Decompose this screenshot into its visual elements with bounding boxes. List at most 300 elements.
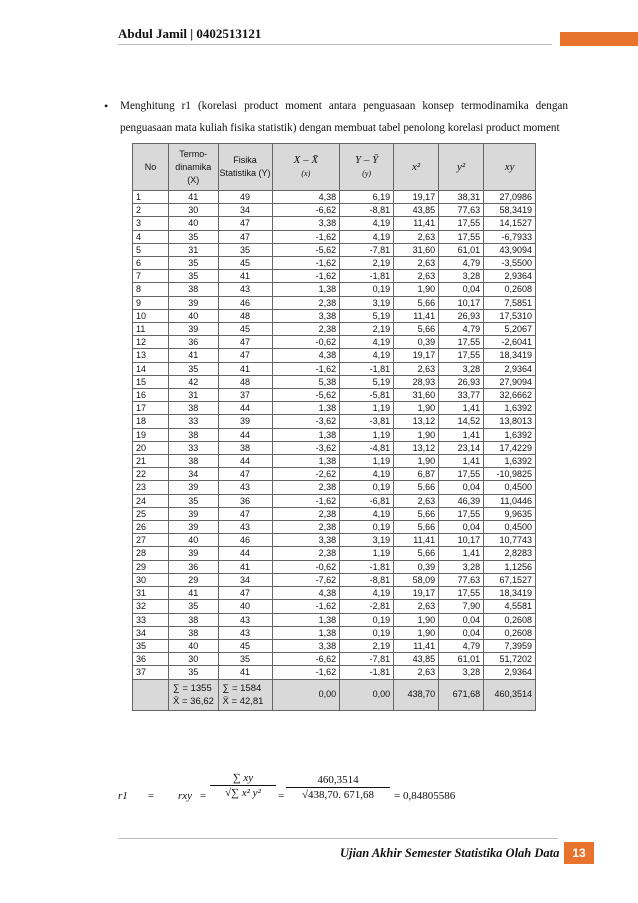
cell-y: 40	[218, 600, 272, 613]
header-dx	[272, 144, 340, 191]
cell-y: 48	[218, 309, 272, 322]
cell-xy: 2,9364	[484, 362, 536, 375]
footer-mean-x: X̄ = 36,62	[173, 695, 214, 707]
intro-paragraph: Menghitung r1 (korelasi product moment antara penguasaan konsep termodinamika dengan penguasaan mata kuliah fisika statistik) dengan membuat tabel penolong korelasi product moment	[120, 100, 568, 134]
cell-dx: -1,62	[272, 494, 340, 507]
cell-dx: 3,38	[272, 534, 340, 547]
cell-xy: 1,1256	[484, 560, 536, 573]
cell-x: 34	[169, 468, 219, 481]
cell-dy: -1,81	[340, 362, 394, 375]
cell-x: 31	[169, 243, 219, 256]
table-row	[133, 230, 536, 243]
header-no: No	[133, 144, 169, 191]
cell-y: 41	[218, 666, 272, 679]
cell-x: 41	[169, 587, 219, 600]
cell-y2: 17,55	[439, 507, 484, 520]
cell-y: 47	[218, 587, 272, 600]
footer-no-spacer	[133, 679, 169, 710]
cell-y: 49	[218, 191, 272, 204]
cell-dy: 1,19	[340, 428, 394, 441]
footer-dy: 0,00	[340, 679, 394, 710]
cell-no: 10	[133, 309, 169, 322]
cell-y: 35	[218, 243, 272, 256]
cell-xy: 1,6392	[484, 402, 536, 415]
table-row	[133, 389, 536, 402]
header-xy: xy	[484, 144, 536, 191]
cell-dy: 4,19	[340, 336, 394, 349]
cell-dy: -4,81	[340, 441, 394, 454]
formula-rxy: rxy	[178, 790, 193, 802]
cell-dy: 0,19	[340, 521, 394, 534]
cell-no: 19	[133, 428, 169, 441]
cell-dx: -0,62	[272, 560, 340, 573]
table-row	[133, 349, 536, 362]
cell-no: 6	[133, 257, 169, 270]
cell-dx: -0,62	[272, 336, 340, 349]
cell-x2: 11,41	[394, 309, 439, 322]
cell-no: 17	[133, 402, 169, 415]
cell-dy: -7,81	[340, 243, 394, 256]
cell-no: 11	[133, 323, 169, 336]
cell-dy: -2,81	[340, 600, 394, 613]
cell-y2: 77,63	[439, 573, 484, 586]
formula-numeric-denominator: √438,70. 671,68	[301, 789, 375, 801]
table-row	[133, 573, 536, 586]
cell-no: 1	[133, 191, 169, 204]
cell-xy: -3,5500	[484, 257, 536, 270]
cell-x: 40	[169, 217, 219, 230]
cell-dy: 2,19	[340, 639, 394, 652]
cell-dy: 4,19	[340, 217, 394, 230]
cell-x: 40	[169, 639, 219, 652]
table-row	[133, 613, 536, 626]
cell-y2: 0,04	[439, 613, 484, 626]
cell-x2: 11,41	[394, 639, 439, 652]
cell-dy: 1,19	[340, 402, 394, 415]
cell-x: 39	[169, 507, 219, 520]
cell-x: 39	[169, 296, 219, 309]
cell-x: 30	[169, 653, 219, 666]
table-row	[133, 534, 536, 547]
cell-dy: -1,81	[340, 560, 394, 573]
cell-dx: 3,38	[272, 309, 340, 322]
cell-x2: 0,39	[394, 560, 439, 573]
cell-dy: 1,19	[340, 547, 394, 560]
cell-y2: 3,28	[439, 270, 484, 283]
cell-y2: 17,55	[439, 349, 484, 362]
cell-dy: -3,81	[340, 415, 394, 428]
table-header-row	[133, 144, 536, 191]
cell-y: 34	[218, 204, 272, 217]
cell-no: 29	[133, 560, 169, 573]
cell-dx: 3,38	[272, 639, 340, 652]
cell-x: 39	[169, 481, 219, 494]
table-row	[133, 666, 536, 679]
table-row	[133, 468, 536, 481]
cell-xy: 2,9364	[484, 270, 536, 283]
cell-xy: 27,9094	[484, 375, 536, 388]
cell-y2: 61,01	[439, 653, 484, 666]
cell-x2: 43,85	[394, 204, 439, 217]
cell-y2: 0,04	[439, 481, 484, 494]
cell-y2: 77,63	[439, 204, 484, 217]
cell-x: 35	[169, 494, 219, 507]
cell-y: 48	[218, 375, 272, 388]
cell-x: 38	[169, 283, 219, 296]
cell-x2: 58,09	[394, 573, 439, 586]
formula-symbolic-fraction	[210, 772, 276, 799]
cell-dy: 3,19	[340, 296, 394, 309]
cell-dx: -1,62	[272, 257, 340, 270]
cell-y: 45	[218, 639, 272, 652]
formula-symbolic-numerator: ∑ xy	[232, 772, 254, 784]
cell-y2: 0,04	[439, 283, 484, 296]
cell-x: 42	[169, 375, 219, 388]
cell-x2: 1,90	[394, 455, 439, 468]
cell-dy: 5,19	[340, 375, 394, 388]
header-y: Fisika Statistika (Y)	[218, 144, 272, 191]
header-dy	[340, 144, 394, 191]
table-row	[133, 323, 536, 336]
cell-dx: -5,62	[272, 389, 340, 402]
cell-dx: -1,62	[272, 666, 340, 679]
formula-symbolic-bar	[210, 785, 276, 786]
cell-xy: 58,3419	[484, 204, 536, 217]
cell-x: 41	[169, 349, 219, 362]
cell-x2: 13,12	[394, 415, 439, 428]
cell-y: 43	[218, 613, 272, 626]
footer-xy: 460,3514	[484, 679, 536, 710]
cell-x2: 5,66	[394, 296, 439, 309]
header-dx-sub: (x)	[301, 169, 311, 178]
cell-y: 43	[218, 626, 272, 639]
cell-xy: 14,1527	[484, 217, 536, 230]
cell-dy: 6,19	[340, 191, 394, 204]
cell-y2: 26,93	[439, 375, 484, 388]
cell-x: 41	[169, 191, 219, 204]
cell-x: 39	[169, 521, 219, 534]
cell-xy: -2,6041	[484, 336, 536, 349]
table-row	[133, 283, 536, 296]
cell-xy: 5,2067	[484, 323, 536, 336]
cell-dx: -5,62	[272, 243, 340, 256]
cell-no: 18	[133, 415, 169, 428]
cell-y: 39	[218, 415, 272, 428]
header-y2: y²	[439, 144, 484, 191]
header-dy-sub: (y)	[362, 169, 372, 178]
cell-y: 41	[218, 560, 272, 573]
cell-x2: 2,63	[394, 362, 439, 375]
cell-dx: 2,38	[272, 323, 340, 336]
cell-x2: 0,39	[394, 336, 439, 349]
cell-xy: 0,4500	[484, 521, 536, 534]
cell-no: 16	[133, 389, 169, 402]
table-row	[133, 428, 536, 441]
cell-dx: 1,38	[272, 455, 340, 468]
cell-dy: -1,81	[340, 270, 394, 283]
cell-y: 44	[218, 547, 272, 560]
cell-y: 34	[218, 573, 272, 586]
cell-x: 33	[169, 441, 219, 454]
cell-x2: 2,63	[394, 666, 439, 679]
cell-xy: 17,5310	[484, 309, 536, 322]
cell-dy: -8,81	[340, 204, 394, 217]
cell-y2: 3,28	[439, 362, 484, 375]
cell-x: 35	[169, 257, 219, 270]
cell-y: 47	[218, 468, 272, 481]
table-row	[133, 204, 536, 217]
cell-no: 37	[133, 666, 169, 679]
cell-dy: 5,19	[340, 309, 394, 322]
cell-dx: 2,38	[272, 481, 340, 494]
cell-dy: 3,19	[340, 534, 394, 547]
cell-x2: 31,60	[394, 243, 439, 256]
cell-no: 2	[133, 204, 169, 217]
cell-x: 39	[169, 547, 219, 560]
cell-x2: 43,85	[394, 653, 439, 666]
cell-y: 46	[218, 534, 272, 547]
header-accent-block	[560, 32, 638, 46]
cell-y2: 0,04	[439, 521, 484, 534]
cell-no: 22	[133, 468, 169, 481]
cell-xy: 2,9364	[484, 666, 536, 679]
cell-dy: -1,81	[340, 666, 394, 679]
cell-dy: 4,19	[340, 349, 394, 362]
cell-no: 35	[133, 639, 169, 652]
cell-x: 39	[169, 323, 219, 336]
table-row	[133, 402, 536, 415]
cell-dy: 2,19	[340, 257, 394, 270]
cell-y2: 1,41	[439, 547, 484, 560]
cell-xy: 0,2608	[484, 626, 536, 639]
cell-x: 40	[169, 309, 219, 322]
cell-dx: 2,38	[272, 521, 340, 534]
cell-x: 36	[169, 560, 219, 573]
cell-x: 30	[169, 204, 219, 217]
cell-x: 38	[169, 626, 219, 639]
header-dy-label: Y – Ȳ	[354, 154, 379, 166]
cell-y: 43	[218, 521, 272, 534]
formula-numeric-fraction	[286, 774, 390, 801]
cell-dy: -6,81	[340, 494, 394, 507]
cell-xy: 13,8013	[484, 415, 536, 428]
cell-dx: 1,38	[272, 428, 340, 441]
cell-x2: 13,12	[394, 441, 439, 454]
table-row	[133, 587, 536, 600]
cell-y2: 3,28	[439, 666, 484, 679]
table-row	[133, 309, 536, 322]
cell-dx: 2,38	[272, 507, 340, 520]
table-row	[133, 375, 536, 388]
cell-no: 28	[133, 547, 169, 560]
cell-xy: 51,7202	[484, 653, 536, 666]
cell-y2: 26,93	[439, 309, 484, 322]
cell-dx: -1,62	[272, 362, 340, 375]
cell-x: 33	[169, 415, 219, 428]
table-row	[133, 441, 536, 454]
cell-y: 47	[218, 217, 272, 230]
formula-equals-3: =	[278, 790, 285, 802]
table-footer-row	[133, 679, 536, 710]
cell-x2: 2,63	[394, 230, 439, 243]
cell-dx: 4,38	[272, 349, 340, 362]
footer-sum-x: ∑ = 1355	[173, 682, 212, 694]
cell-x: 35	[169, 270, 219, 283]
table-row	[133, 217, 536, 230]
cell-x2: 5,66	[394, 481, 439, 494]
cell-no: 32	[133, 600, 169, 613]
cell-x2: 1,90	[394, 626, 439, 639]
footer-y2: 671,68	[439, 679, 484, 710]
correlation-table	[132, 143, 536, 711]
cell-dx: 2,38	[272, 296, 340, 309]
cell-y2: 17,55	[439, 336, 484, 349]
cell-no: 26	[133, 521, 169, 534]
cell-dx: 2,38	[272, 547, 340, 560]
footer-y-summary	[218, 679, 272, 710]
cell-x2: 19,17	[394, 587, 439, 600]
cell-no: 23	[133, 481, 169, 494]
cell-xy: 17,4229	[484, 441, 536, 454]
cell-y2: 4,79	[439, 257, 484, 270]
cell-x2: 1,90	[394, 613, 439, 626]
cell-no: 30	[133, 573, 169, 586]
cell-y: 37	[218, 389, 272, 402]
cell-xy: 32,6662	[484, 389, 536, 402]
cell-y2: 46,39	[439, 494, 484, 507]
table-row	[133, 257, 536, 270]
cell-dx: 3,38	[272, 217, 340, 230]
cell-y: 43	[218, 283, 272, 296]
cell-xy: 1,6392	[484, 455, 536, 468]
cell-y2: 4,79	[439, 639, 484, 652]
cell-y2: 1,41	[439, 428, 484, 441]
cell-y: 44	[218, 402, 272, 415]
cell-xy: 9,9635	[484, 507, 536, 520]
cell-dx: 4,38	[272, 191, 340, 204]
cell-xy: 0,2608	[484, 613, 536, 626]
cell-dy: 4,19	[340, 230, 394, 243]
cell-y: 41	[218, 362, 272, 375]
cell-x2: 5,66	[394, 521, 439, 534]
formula-lhs: r1	[118, 790, 128, 802]
cell-y: 47	[218, 349, 272, 362]
footer-mean-y: X̄ = 42,81	[222, 695, 264, 707]
cell-x2: 11,41	[394, 534, 439, 547]
cell-y: 38	[218, 441, 272, 454]
cell-no: 25	[133, 507, 169, 520]
cell-x: 38	[169, 402, 219, 415]
cell-dx: 1,38	[272, 613, 340, 626]
cell-y: 45	[218, 323, 272, 336]
cell-dx: -1,62	[272, 270, 340, 283]
cell-no: 7	[133, 270, 169, 283]
footer-divider	[118, 838, 558, 839]
cell-x2: 5,66	[394, 547, 439, 560]
footer-dx: 0,00	[272, 679, 340, 710]
cell-no: 14	[133, 362, 169, 375]
cell-xy: 7,3959	[484, 639, 536, 652]
cell-no: 27	[133, 534, 169, 547]
cell-dx: -6,62	[272, 204, 340, 217]
cell-x2: 31,60	[394, 389, 439, 402]
cell-y2: 14,52	[439, 415, 484, 428]
cell-xy: 43,9094	[484, 243, 536, 256]
cell-x2: 2,63	[394, 600, 439, 613]
table-row	[133, 560, 536, 573]
cell-x2: 1,90	[394, 428, 439, 441]
header-dx-label: X – X̄	[293, 154, 319, 166]
cell-dx: 4,38	[272, 587, 340, 600]
page-number: 13	[564, 842, 594, 864]
cell-y2: 61,01	[439, 243, 484, 256]
table-row	[133, 626, 536, 639]
cell-xy: 7,5851	[484, 296, 536, 309]
cell-y2: 1,41	[439, 402, 484, 415]
cell-x: 35	[169, 230, 219, 243]
cell-no: 33	[133, 613, 169, 626]
table-row	[133, 415, 536, 428]
cell-no: 31	[133, 587, 169, 600]
table-row	[133, 296, 536, 309]
table-row	[133, 600, 536, 613]
table-row	[133, 336, 536, 349]
cell-x2: 19,17	[394, 191, 439, 204]
cell-y: 44	[218, 455, 272, 468]
cell-no: 4	[133, 230, 169, 243]
cell-y2: 23,14	[439, 441, 484, 454]
cell-xy: 1,6392	[484, 428, 536, 441]
cell-x: 40	[169, 534, 219, 547]
cell-dy: 4,19	[340, 587, 394, 600]
cell-y: 35	[218, 653, 272, 666]
cell-dy: 0,19	[340, 481, 394, 494]
formula-numeric-bar	[286, 787, 390, 788]
cell-xy: 4,5581	[484, 600, 536, 613]
cell-dx: 1,38	[272, 626, 340, 639]
cell-y2: 4,79	[439, 323, 484, 336]
cell-xy: 18,3419	[484, 587, 536, 600]
cell-dy: -5,81	[340, 389, 394, 402]
cell-dy: 4,19	[340, 507, 394, 520]
table-row	[133, 639, 536, 652]
cell-xy: 67,1527	[484, 573, 536, 586]
cell-xy: 11,0446	[484, 494, 536, 507]
cell-dx: 1,38	[272, 283, 340, 296]
cell-y: 41	[218, 270, 272, 283]
cell-dx: 1,38	[272, 402, 340, 415]
cell-x: 31	[169, 389, 219, 402]
cell-no: 8	[133, 283, 169, 296]
cell-no: 20	[133, 441, 169, 454]
cell-x2: 19,17	[394, 349, 439, 362]
cell-x2: 5,66	[394, 507, 439, 520]
cell-y: 47	[218, 507, 272, 520]
cell-x2: 2,63	[394, 270, 439, 283]
cell-x2: 2,63	[394, 257, 439, 270]
formula-equals-2: =	[200, 790, 207, 802]
cell-y2: 7,90	[439, 600, 484, 613]
table-row	[133, 547, 536, 560]
header-author: Abdul Jamil | 0402513121	[118, 26, 262, 41]
formula-numeric-numerator: 460,3514	[317, 774, 359, 786]
cell-no: 34	[133, 626, 169, 639]
cell-y2: 17,55	[439, 468, 484, 481]
cell-y2: 17,55	[439, 217, 484, 230]
cell-y: 47	[218, 336, 272, 349]
header-x: Termo-dinamika (X)	[169, 144, 219, 191]
cell-dx: -7,62	[272, 573, 340, 586]
